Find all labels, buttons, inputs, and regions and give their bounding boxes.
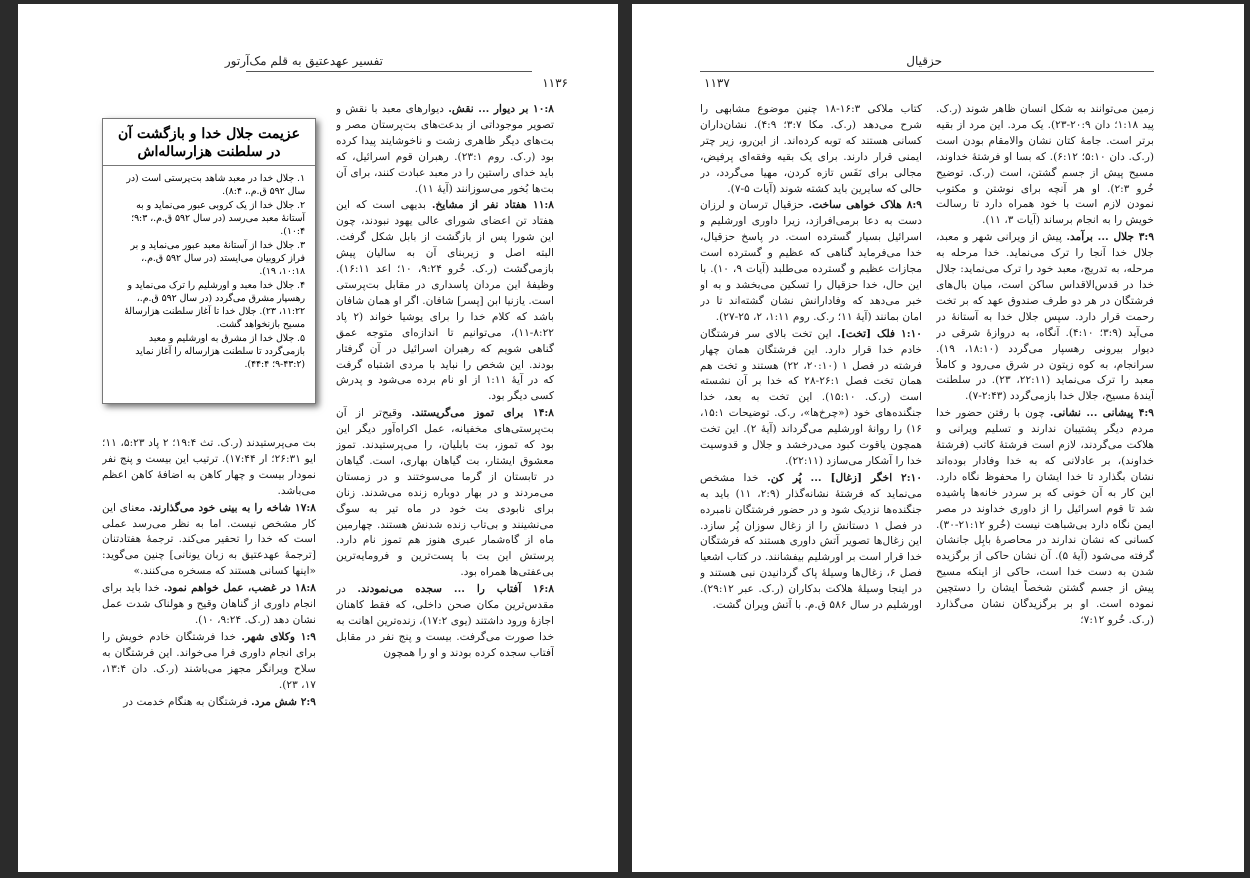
paragraph (700, 471, 922, 614)
paragraph-text: حزقیال ترسان و لرزان دست به دعا برمی‌افرازد، زیرا داوری اورشلیم و اسرائیل بسیار گسترده است. در پاسخ حزقیال، خدا می‌فرماید گناهی که عظیم و گسترده است مجازات عظیم و گسترده می‌طلبد (آیات ۹، ۱۰). با این حال، خدا حزقیال را تسکین می‌بخشد و به او خبر می‌دهد که وفادارانش نشان گشته‌اند تا در امان بمانند (آیهٔ ۱۱؛ ر.ک. روم ۱:۱۱، ۲، ۲۵-۲۷). (700, 199, 922, 323)
paragraph-text: وقیح‌تر از آن بت‌پرستی‌های مخفیانه، عمل اکراه‌آور دیگر این بود که تموز، بت بابلیان، را می‌پرستیدند. تموز معشوق ایشتار، بت گیاهان بهاری، است. گیاهان در تابستان از گرما می‌سوختند و در زمستان می‌مردند و در بهار دوباره زنده می‌شدند. زنان برای نابودی بت خود در ماه تیر به سوگ می‌نشینند و بی‌تاب زنده شدنش هستند. چهارمین ماه از گاه‌شمار عبری هنوز هم تموز نام دارد. پرستش این بت با پست‌ترین و فرومایه‌ترین بی‌عفتی‌ها همراه بود. (336, 407, 554, 579)
paragraph-text: خدا باید برای انجام داوری از گناهان وقیح و هولناک شدت عمل نشان دهد (ر.ک. ۹:۲۴، ۱۰). (102, 582, 316, 626)
paragraph-text: پیش از ویرانی شهر و معبد، جلال خدا آنجا را ترک می‌نماید. خدا مرحله به مرحله، به تدریج، معبد خود را ترک می‌نماید: جلال خدا در قدس‌الاقداس ساکن است، میان بال‌های فرشتگان در هر دو طرف صندوق عهد که بر تخت رحمت قرار دارد. سپس جلال خدا به آستانهٔ در می‌آید (۳:۹؛ ۴:۱۰). آنگاه، به دروازهٔ شرقی در دیوار بیرونی رهسپار می‌گردد (۱۸:۱۰، ۱۹). سرانجام، به کوه زیتون در شرق می‌رود و کاملاً معبد را ترک می‌نماید (۲۲:۱۱، ۲۳). در سلطنت آیندهٔ مسیح، جلال خدا بازمی‌گردد (۲:۴۳-۷). (936, 231, 1154, 403)
verse-heading: ۳:۹ جلال ... برآمد. (1066, 231, 1154, 244)
paragraph (102, 436, 316, 500)
paragraph (102, 630, 316, 694)
verse-heading: ۸:۹ هلاک خواهی ساخت. (808, 199, 922, 212)
sidebar-box (102, 118, 316, 404)
paragraph (102, 695, 316, 711)
paragraph-text: بت می‌پرستیدند (ر.ک. تث ۱۹:۴؛ ۲ پاد ۵:۲۳، ۱۱؛ ایو ۲۶:۳۱؛ ار ۱۷:۴۴). ترتیب این بیست و پنج نفر نمودار بیست و چهار کاهن به اضافهٔ کاهن اعظم می‌باشد. (102, 437, 316, 497)
paragraph (336, 198, 554, 405)
paragraph-text: این تخت بالای سر فرشتگان خادم خدا قرار دارد. این فرشتگان همان چهار فرشته در فصل ۱ (۲۰:۱۰، ۲۲) هستند و تخت هم همان تخت فصل ۲۶:۱-۲۸ که خدا بر آن نشسته است (ر.ک. ۱۵:۱۰). این تخت به بعد، خدا جنگنده‌های خود («چرخ‌ها»، ر.ک. توضیحات ۱۵:۱، ۱۶) را روانهٔ اورشلیم می‌گرداند (آیهٔ ۲). این تخت همچون یاقوت کبود می‌درخشد و جلال و قدوسیت خدا را آشکار می‌سازد (۲۲:۱۱). (700, 327, 922, 467)
paragraph-text: معنای این کار مشخص نیست. اما به نظر می‌رسد عملی است که خدا را تحقیر می‌کند. ترجمهٔ هفتادتنان [ترجمهٔ عهدعتیق به زبان یونانی] چنین می‌گوید: «اینها کسانی هستند که مسخره می‌کنند.» (102, 501, 316, 578)
sidebar-item: ۵. جلال خدا از مشرق به اورشلیم و معبد بازمی‌گردد تا سلطنت هزارساله را آغاز نماید (۴۳:۲-۹؛ ۴۴:۴). (135, 333, 305, 370)
text-column-left (102, 436, 316, 786)
left-page (18, 4, 618, 872)
verse-heading: ۱:۱۰ فلک [تخت]. (837, 327, 922, 340)
verse-heading: ۱۸:۸ در غضب، عمل خواهم نمود. (163, 582, 316, 595)
verse-heading: ۲:۹ شش مرد. (251, 695, 316, 708)
verse-heading: ۱۱:۸ هفتاد نفر از مشایخ. (431, 199, 554, 212)
paragraph-text: خدا مشخص می‌نماید که فرشتهٔ نشانه‌گذار (۲:۹، ۱۱) باید به جنگنده‌ها نزدیک شود و در حضور فرشتگان نامبرده در فصل ۱ دستانش را از زغال سوزان پُر سازد. این زغال‌ها تصویر آتش داوری هستند که فرشتگان خدا قرار است بر اورشلیم بیفشانند. در کتاب اشعیا فصل ۶، زغال‌ها وسیلهٔ پاک گردانیدن نبی هستند و در اینجا وسیلهٔ هلاکت بدکاران (ر.ک. عبر ۲۹:۱۲). اورشلیم در سال ۵۸۶ ق.م. با آتش ویران گشت. (700, 471, 922, 612)
paragraph (936, 230, 1154, 405)
sidebar-list (103, 166, 315, 371)
right-page (632, 4, 1244, 872)
paragraph-text: در مقدس‌ترین مکان صحن داخلی، که فقط کاهنان اجازهٔ ورود داشتند (یوی ۱۷:۲)، زنده‌ترین اهانت به خدا صورت می‌گرفت. بیست و پنج نفر در مقابل آفتاب سجده کرده بودند و او را همچون (336, 583, 554, 659)
paragraph-text: بدیهی است که این هفتاد تن اعضای شورای عالی یهود نبودند، چون این شورا پس از بازگشت از بابل شکل گرفت. البته اصل و زیربنای آن به سالیان پیش بازمی‌گشت (ر.ک. خُرو ۹:۲۴، ۱۰؛ اعد ۱۶:۱۱). وظیفهٔ این مردان پاسداری در مقابل بت‌پرستی است. یازنیا ابن [پسر] شافان. اگر او همان شافان باشد که کلام خدا را برای یوشیا خواند (۲ پاد ۸:۲۲-۱۱)، می‌توانیم تا اندازه‌ای متوجه عمق گناهی شویم که رهبران اسرائیل در آن گرفتار بودند. این شخص را نباید با مردی اشتباه گرفت که در آیهٔ ۱:۱۱ از او نام برده می‌شود و پدرش کسی دیگر بود. (336, 199, 554, 403)
paragraph-text: زمین می‌توانند به شکل انسان ظاهر شوند (ر.ک. پید ۱:۱۸؛ دان ۲۰:۹-۲۳). یک مرد. این مرد از بقیه برتر است. جامهٔ کتان نشان والامقام بودن است (ر.ک. دان ۵:۱۰؛ ۶:۱۲). که بسا او فرشتهٔ خداوند، مسیح پیش از جسم گشتن، است (ر.ک. توضیح خُرو ۲:۳). او هر آنچه برای نوشتن و مکتوب نمودن لازم است با خود همراه دارد تا رسالت خویش را به انجام برساند (آیات ۳، ۱۱). (936, 103, 1154, 227)
paragraph-text: دیوارهای معبد با نقش و تصویر موجوداتی از بدعت‌های بت‌پرستان مصر و بت‌های دیگر ظاهری زشت و ناخوشایند پیدا کرده بود (ر.ک. روم ۲۳:۱). رهبران قوم اسرائیل، که باید خدای راستین را در معبد عبادت کنند، برای آن بت‌ها بُخور می‌سوزانند (آیهٔ ۱۱). (336, 103, 554, 195)
paragraph (700, 327, 922, 470)
sidebar-item: ۴. جلال خدا معبد و اورشلیم را ترک می‌نماید و رهسپار مشرق می‌گردد (در سال ۵۹۲ ق.م.، ۱۱:۲۲، ۲۳). جلال خدا تا آغاز سلطنت هزارسالهٔ مسیح بازنخواهد گشت. (124, 280, 305, 330)
verse-heading: ۲:۱۰ اخگر [زغال] ... پُر کن. (767, 471, 922, 484)
paragraph-text: کتاب ملاکی ۱۶:۳-۱۸ چنین موضوع مشابهی را شرح می‌دهد (ر.ک. مکا ۳:۷؛ ۴:۹). نشان‌داران کسانی هستند که توبه کرده‌اند. از این‌رو، زیر چتر ایمنی قرار دارند. برای یک بقیه وفقه‌ای پرفیض، مجالی برای نَفَس تازه کردن، مهیا می‌گردد، در حالی که سایرین باید کشته شوند (آیات ۵-۷). (700, 103, 922, 195)
header-rule (246, 71, 532, 72)
paragraph (936, 102, 1154, 229)
paragraph-text: فرشتگان به هنگام خدمت در (123, 695, 252, 708)
verse-heading: ۱۰:۸ بر دیوار ... نقش. (448, 103, 554, 115)
paragraph (336, 406, 554, 581)
running-head: حزقیال (906, 54, 942, 68)
paragraph (102, 501, 316, 581)
verse-heading: ۴:۹ پیشانی ... نشانی. (1049, 407, 1154, 420)
paragraph-text: خدا فرشتگان خادم خویش را برای انجام داوری فرا می‌خواند. این فرشتگان به سلاح ویرانگر مجهز می‌باشند (ر.ک. دان ۱۳:۴، ۱۷، ۲۳). (102, 630, 316, 691)
sidebar-title: عزیمت جلال خدا و بازگشت آن در سلطنت هزارساله‌اش (103, 119, 315, 166)
paragraph (336, 102, 554, 197)
verse-heading: ۱۷:۸ شاخه را به بینی خود می‌گذارند. (149, 501, 316, 514)
text-column-left (700, 102, 922, 787)
paragraph (700, 198, 922, 325)
verse-heading: ۱۶:۸ آفتاب را ... سجده می‌نمودند. (357, 583, 554, 596)
paragraph (336, 582, 554, 662)
running-head: تفسیر عهدعتیق به قلم مک‌آرتور (224, 54, 383, 68)
sidebar-item: ۳. جلال خدا از آستانهٔ معبد عبور می‌نماید و بر فراز کروبیان می‌ایستد (در سال ۵۹۲ ق.م.، ۱۰:۱۸، ۱۹). (130, 240, 305, 277)
text-column-right (336, 102, 554, 787)
paragraph (936, 406, 1154, 629)
sidebar-item: ۲. جلال خدا از یک کروبی عبور می‌نماید و به آستانهٔ معبد می‌رسد (در سال ۵۹۲ ق.م.، ۹:۳؛ ۱۰:۴). (131, 200, 305, 237)
page-number: ۱۱۳۶ (542, 76, 568, 90)
sidebar-item: ۱. جلال خدا در معبد شاهد بت‌پرستی است (در سال ۵۹۲ ق.م.، ۸:۴). (126, 173, 305, 197)
paragraph (700, 102, 922, 197)
page-number: ۱۱۳۷ (704, 76, 730, 90)
header-rule (700, 71, 1154, 72)
text-column-right (936, 102, 1154, 787)
paragraph (102, 581, 316, 629)
paragraph-text: چون با رفتن حضور خدا مردم دیگر پشتیبان ندارند و تسلیم ویرانی و هلاکت می‌گردند، لازم است فرشتهٔ کاتب (فرشتهٔ خداوند)، بر عادلانی که به خدا وفادار بوده‌اند نشان بگذارد تا خدا ایشان را محفوظ نگاه دارد. این کار به آن خونی که بر سردر خانه‌ها پاشیده شد تا قوم اسرائیل را از داوری خداوند در مصر ایمن نگاه دارد بی‌شباهت نیست (خُرو ۲۱:۱۲-۳۰). کسانی که نشان ندارند در محاصرهٔ بابِل جانشان گرفته می‌شود (آیهٔ ۵). آن نشان حاکی از برگزیده شدن به دست خدا است، حاکی از اینکه مسیح پیش از جسم گشتن شخصاً ایشان را دستچین نموده است. او بر برگزیدگان نشان می‌گذارد (ر.ک. خُرو ۷:۱۲؛ (936, 407, 1154, 626)
verse-heading: ۱۴:۸ برای تموز می‌گریستند. (411, 407, 554, 420)
verse-heading: ۱:۹ وکلای شهر. (241, 630, 316, 643)
